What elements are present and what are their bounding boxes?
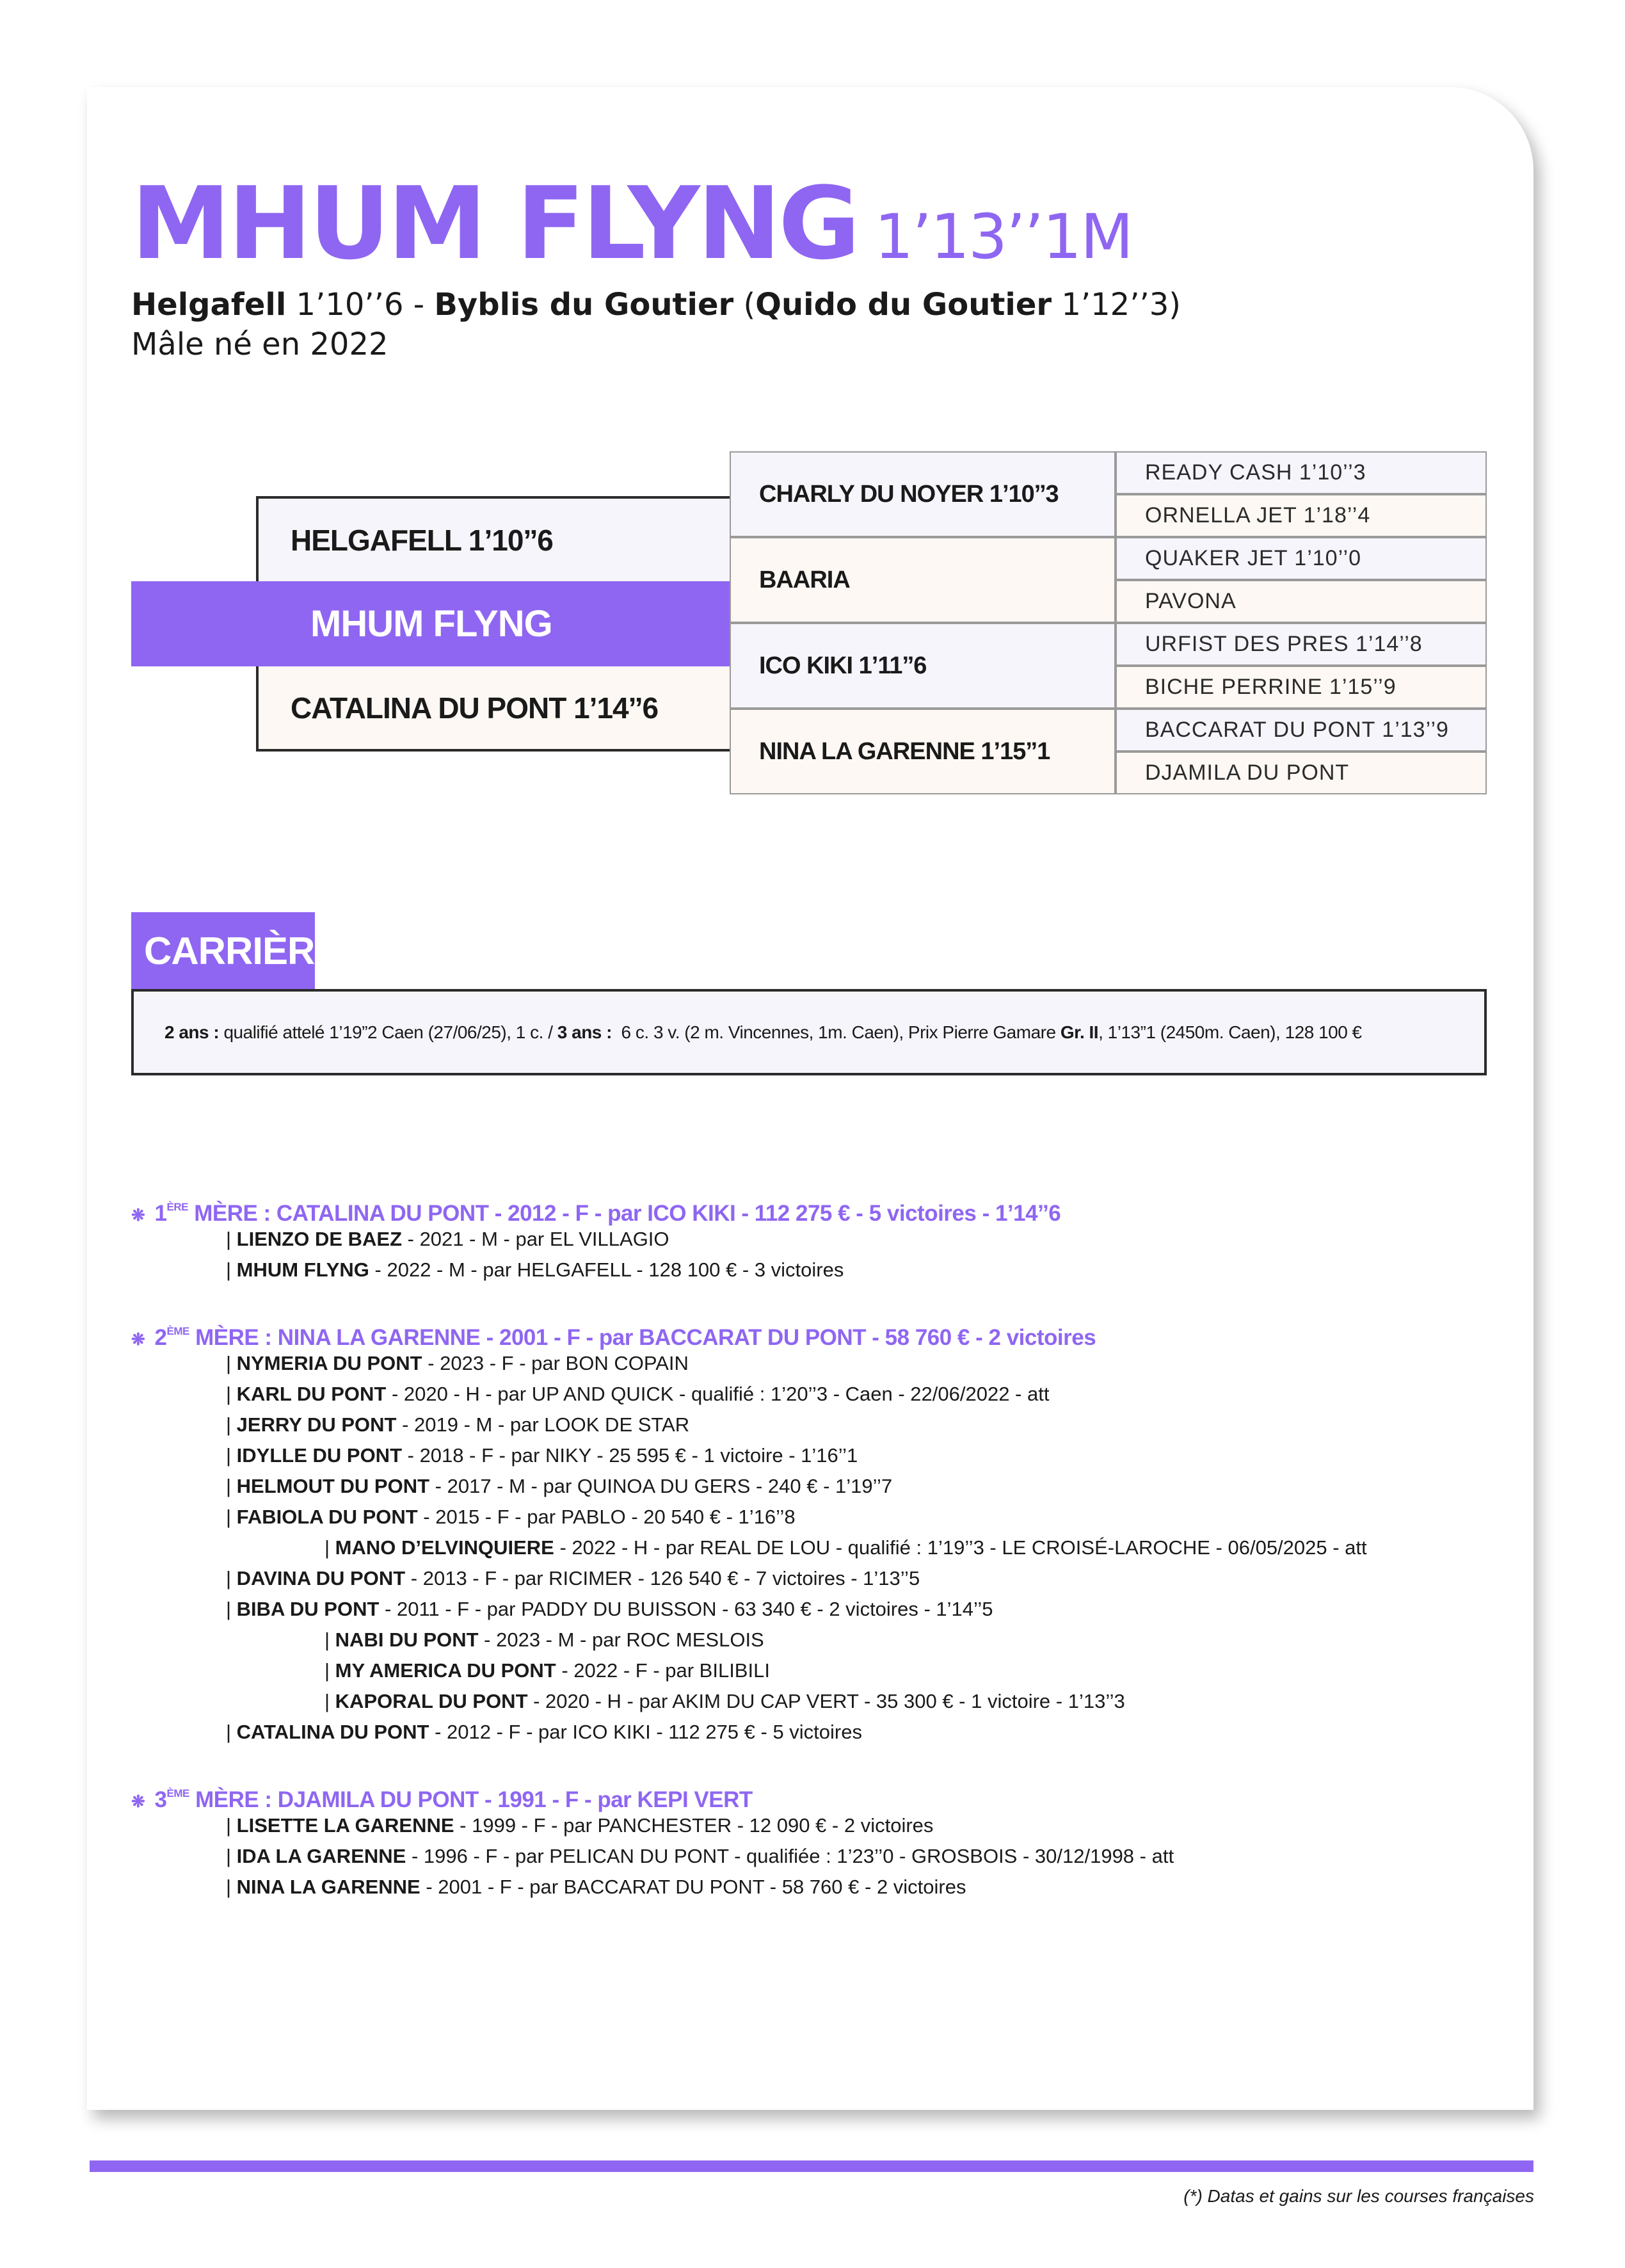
damsire-name: Quido du Goutier [755, 287, 1052, 323]
dam-name: Byblis du Goutier [434, 287, 734, 323]
parents-line: Helgafell 1’10’’6 - Byblis du Goutier (Quido du Goutier 1’12’’3) [131, 287, 1181, 323]
produce-subrow: | MY AMERICA DU PONT - 2022 - F - par BILIBILI [324, 1659, 770, 1682]
pedigree-great-grandparent: BACCARAT DU PONT 1’13’’9 [1116, 709, 1487, 752]
pedigree-great-grandparent: ORNELLA JET 1’18’’4 [1116, 494, 1487, 537]
produce-row: | CATALINA DU PONT - 2012 - F - par ICO KIKI - 112 275 € - 5 victoires [226, 1721, 862, 1743]
pedigree-great-grandparent: READY CASH 1’10’’3 [1116, 451, 1487, 494]
pedigree-great-grandparent: QUAKER JET 1’10’’0 [1116, 537, 1487, 580]
pedigree-grandparent: BAARIA [730, 537, 1116, 623]
produce-row: | NYMERIA DU PONT - 2023 - F - par BON COPAIN [226, 1352, 689, 1374]
produce-subrow: | KAPORAL DU PONT - 2020 - H - par AKIM DU CAP VERT - 35 300 € - 1 victoire - 1’13’’3 [324, 1690, 1125, 1712]
pedigree-great-grandparent: PAVONA [1116, 580, 1487, 623]
career-title: CARRIÈRE [131, 912, 315, 989]
produce-row: | KARL DU PONT - 2020 - H - par UP AND QUICK - qualifié : 1’20’’3 - Caen - 22/06/2022 - att [226, 1383, 1050, 1405]
produce-row: | FABIOLA DU PONT - 2015 - F - par PABLO - 20 540 € - 1’16’’8 [226, 1506, 796, 1528]
produce-row: | BIBA DU PONT - 2011 - F - par PADDY DU BUISSON - 63 340 € - 2 victoires - 1’14’’5 [226, 1598, 993, 1620]
produce-subrow: | MANO D’ELVINQUIERE - 2022 - H - par REAL DE LOU - qualifié : 1’19’’3 - LE CROISÉ-LAROCHE - 06/05/2025 - att [324, 1536, 1367, 1559]
pedigree-great-grandparent: DJAMILA DU PONT [1116, 752, 1487, 794]
horse-record-time: 1’13’’1M [874, 201, 1132, 273]
pedigree-grandparent: ICO KIKI 1’11’’6 [730, 623, 1116, 709]
flower-icon: ❋ [131, 1330, 145, 1349]
pedigree-sire: HELGAFELL 1’10’’6 [256, 496, 730, 581]
produce-row: | LISETTE LA GARENNE - 1999 - F - par PANCHESTER - 12 090 € - 2 victoires [226, 1814, 934, 1837]
sire-name: Helgafell [131, 287, 287, 323]
career-summary [131, 989, 1487, 1075]
produce-row: | NINA LA GARENNE - 2001 - F - par BACCARAT DU PONT - 58 760 € - 2 victoires [226, 1876, 966, 1898]
career-label-2ans: 2 ans : [164, 1022, 220, 1042]
produce-row: | JERRY DU PONT - 2019 - M - par LOOK DE STAR [226, 1413, 690, 1436]
produce-row: | LIENZO DE BAEZ - 2021 - M - par EL VILLAGIO [226, 1228, 669, 1250]
mere-heading: ❋ 1ÈRE MÈRE : CATALINA DU PONT - 2012 - F - par ICO KIKI - 112 275 € - 5 victoires - 1’14’’6 [131, 1201, 1061, 1226]
maternal-family [131, 1191, 1475, 1902]
pedigree-grandparent: CHARLY DU NOYER 1’10’’3 [730, 451, 1116, 537]
pedigree-great-grandparent: BICHE PERRINE 1’15’’9 [1116, 666, 1487, 709]
produce-row: | IDYLLE DU PONT - 2018 - F - par NIKY - 25 595 € - 1 victoire - 1’16’’1 [226, 1444, 858, 1467]
footnote: (*) Datas et gains sur les courses françaises [1183, 2186, 1534, 2206]
pedigree-grandparent: NINA LA GARENNE 1’15’’1 [730, 709, 1116, 794]
pedigree-great-grandparent: URFIST DES PRES 1’14’’8 [1116, 623, 1487, 666]
footer-bar [90, 2160, 1533, 2172]
mere-heading: ❋ 2ÈME MÈRE : NINA LA GARENNE - 2001 - F - par BACCARAT DU PONT - 58 760 € - 2 victoires [131, 1325, 1096, 1350]
career-text-3ans-end: , 1’13”1 (2450m. Caen), 128 100 € [1098, 1022, 1362, 1042]
produce-row: | IDA LA GARENNE - 1996 - F - par PELICAN DU PONT - qualifiée : 1’23’’0 - GROSBOIS - 30/12/1998 - att [226, 1845, 1174, 1867]
produce-subrow: | NABI DU PONT - 2023 - M - par ROC MESLOIS [324, 1629, 764, 1651]
horse-name: MHUM FLYNG [131, 165, 858, 282]
flower-icon: ❋ [131, 1205, 145, 1225]
horse-title [131, 165, 1132, 282]
career-label-3ans: 3 ans : [557, 1022, 612, 1042]
sire-time: 1’10’’6 [296, 287, 404, 323]
produce-row: | HELMOUT DU PONT - 2017 - M - par QUINOA DU GERS - 240 € - 1’19’’7 [226, 1475, 893, 1497]
pedigree-horse: MHUM FLYNG [131, 581, 730, 666]
pedigree-dam: CATALINA DU PONT 1’14’’6 [256, 666, 730, 752]
produce-row: | DAVINA DU PONT - 2013 - F - par RICIMER - 126 540 € - 7 victoires - 1’13’’5 [226, 1567, 920, 1589]
flower-icon: ❋ [131, 1792, 145, 1811]
produce-row: | MHUM FLYNG - 2022 - M - par HELGAFELL - 128 100 € - 3 victoires [226, 1259, 844, 1281]
mere-heading: ❋ 3ÈME MÈRE : DJAMILA DU PONT - 1991 - F - par KEPI VERT [131, 1787, 753, 1812]
damsire-time: 1’12’’3 [1061, 287, 1169, 323]
birth-info: Mâle né en 2022 [131, 326, 388, 362]
career-group: Gr. II [1060, 1022, 1099, 1042]
career-text-3ans: 6 c. 3 v. (2 m. Vincennes, 1m. Caen), Prix Pierre Gamare [621, 1022, 1056, 1042]
career-text-2ans: qualifié attelé 1’19”2 Caen (27/06/25), 1 c. / [223, 1022, 553, 1042]
